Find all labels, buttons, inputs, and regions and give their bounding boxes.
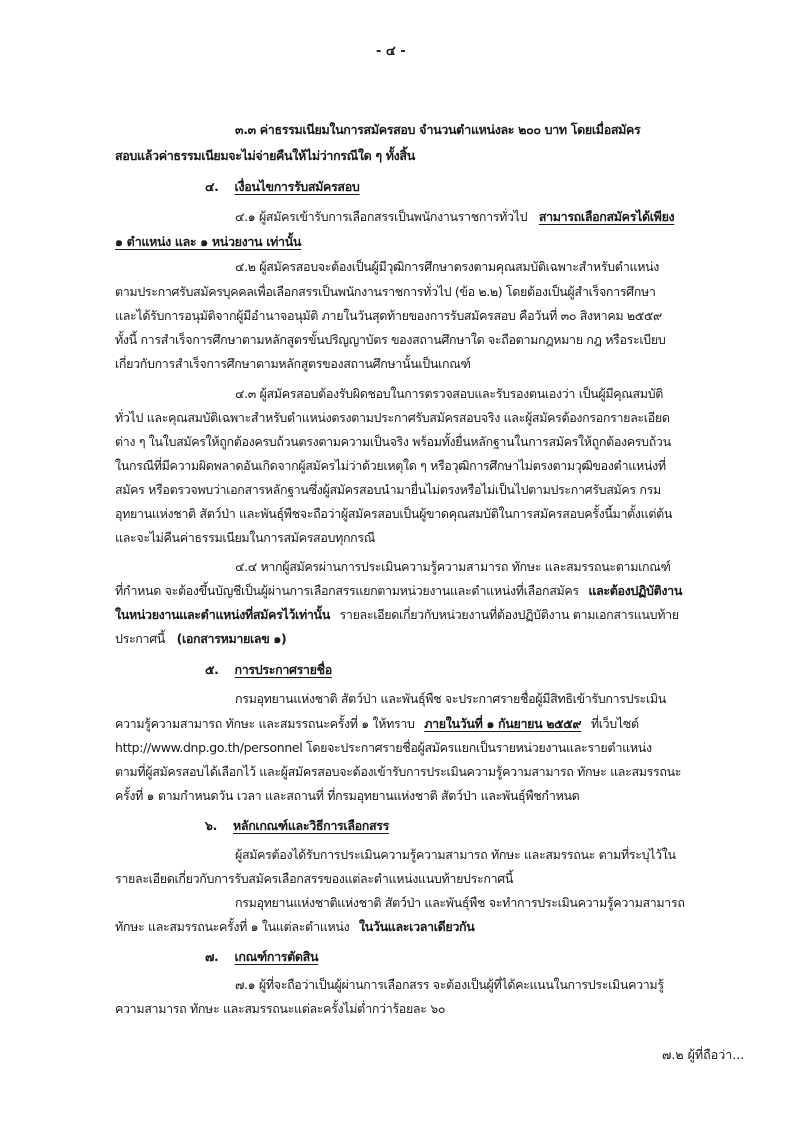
p42-line-1: ๔.๒ ผู้สมัครสอบจะต้องเป็นผู้มีวุฒิการศึกษาตรงตามคุณสมบัติเฉพาะสำหรับตำแหน่ง <box>235 259 660 274</box>
section-6-heading <box>205 816 389 836</box>
section-6-number: ๖. <box>205 818 217 833</box>
p42-line-3: และได้รับการอนุมัติจากผู้มีอำนาจอนุมัติ ภายในวันสุดท้ายของการรับสมัครสอบ คือวันที่ ๓๐ สิงหาคม ๒๕๕๙ <box>115 308 662 323</box>
continuation-note: ๗.๒ ผู้ที่ถือว่า... <box>662 1047 745 1062</box>
s5-line-3: http://www.dnp.go.th/personnel โดยจะประกาศรายชื่อผู้สมัครแยกเป็นรายหน่วยงานและรายตำแหน่ง <box>115 740 652 755</box>
p43-line-7: และจะไม่คืนค่าธรรมเนียมในการสมัครสอบทุกกรณี <box>115 530 376 545</box>
p43-line-3: ต่าง ๆ ในใบสมัครให้ถูกต้องครบถ้วนตรงตามความเป็นจริง พร้อมทั้งยื่นหลักฐานในการสมัครให้ถูกต้องครบถ้วน <box>115 434 671 449</box>
p42-line-4: ทั้งนี้ การสำเร็จการศึกษาตามหลักสูตรขั้นปริญญาบัตร ของสถานศึกษาใด จะถือตามกฎหมาย กฎ หรือระเบียบ <box>115 332 666 347</box>
p41-plain: ๔.๑ ผู้สมัครเข้ารับการเลือกสรรเป็นพนักงานราชการทั่วไป <box>235 209 528 224</box>
section-4-number: ๔. <box>205 179 219 194</box>
s6-line-2: รายละเอียดเกี่ยวกับการรับสมัครเลือกสรรของแต่ละตำแหน่งแนบท้ายประกาศนี้ <box>115 871 514 886</box>
p44-line-2-bold: และต้องปฏิบัติงาน <box>588 583 683 598</box>
s5-line-2-plain: ความรู้ความสามารถ ทักษะ และสมรรถนะครั้งที่ ๑ ให้ทราบ <box>115 716 415 731</box>
s5-line-4: ตามที่ผู้สมัครสอบได้เลือกไว้ และผู้สมัครสอบจะต้องเข้ารับการประเมินความรู้ความสามารถ ทักษะ และสมรรถนะ <box>115 764 682 779</box>
p44-line-3 <box>115 605 679 625</box>
s5-line-2-tail: ที่เว็บไซต์ <box>590 716 639 731</box>
s6-line-4 <box>115 917 474 937</box>
p44-line-2-plain: ที่กำหนด จะต้องขึ้นบัญชีเป็นผู้ผ่านการเลือกสรรแยกตามหน่วยงานและตำแหน่งที่เลือกสมัคร <box>115 583 579 598</box>
p44-line-4-plain: ประกาศนี้ <box>115 631 165 646</box>
p43-line-6: อุทยานแห่งชาติ สัตว์ป่า และพันธุ์พืชจะถือว่าผู้สมัครสอบเป็นผู้ขาดคุณสมบัติในการสมัครสอบครั้งนี้มาตั้งแต่ต้น <box>115 506 673 521</box>
s5-line-2 <box>115 714 639 734</box>
s6-line-1: ผู้สมัครต้องได้รับการประเมินความรู้ความสามารถ ทักษะ และสมรรถนะ ตามที่ระบุไว้ใน <box>235 847 676 862</box>
p44-document-ref: (เอกสารหมายเลข ๑) <box>176 631 287 646</box>
s5-line-1: กรมอุทยานแห่งชาติ สัตว์ป่า และพันธุ์พืช จะประกาศรายชื่อผู้มีสิทธิเข้ารับการประเมิน <box>235 691 666 706</box>
section-6-title: หลักเกณฑ์และวิธีการเลือกสรร <box>233 818 390 833</box>
fee-line-2: สอบแล้วค่าธรรมเนียมจะไม่จ่ายคืนให้ไม่ว่ากรณีใด ๆ ทั้งสิ้น <box>115 148 415 163</box>
p44-line-4 <box>115 629 286 649</box>
p43-line-1: ๔.๓ ผู้สมัครสอบต้องรับผิดชอบในการตรวจสอบและรับรองตนเองว่า เป็นผู้มีคุณสมบัติ <box>235 386 664 401</box>
section-5-number: ๕. <box>205 662 219 677</box>
p44-line-3-bold: ในหน่วยงานและตำแหน่งที่สมัครไว้เท่านั้น <box>115 607 330 622</box>
section-7-heading <box>205 947 318 967</box>
p41-line-1 <box>235 207 674 227</box>
p41-line-2: ๑ ตำแหน่ง และ ๑ หน่วยงาน เท่านั้น <box>115 234 302 249</box>
section-5-heading <box>205 660 332 680</box>
p43-line-2: ทั่วไป และคุณสมบัติเฉพาะสำหรับตำแหน่งตรงตามประกาศรับสมัครสอบจริง และผู้สมัครต้องกรอกรายละเอียด <box>115 410 670 425</box>
s5-announce-date: ภายในวันที่ ๑ กันยายน ๒๕๕๙ <box>424 716 582 731</box>
p44-line-2 <box>115 581 682 601</box>
s7-line-2: ความสามารถ ทักษะ และสมรรถนะแต่ละครั้งไม่ต่ำกว่าร้อยละ ๖๐ <box>115 1001 446 1016</box>
s6-line-3: กรมอุทยานแห่งชาติแห่งชาติ สัตว์ป่า และพันธุ์พืช จะทำการประเมินความรู้ความสามารถ <box>235 895 685 910</box>
s7-line-1: ๗.๑ ผู้ที่จะถือว่าเป็นผู้ผ่านการเลือกสรร จะต้องเป็นผู้ที่ได้คะแนนในการประเมินความรู้ <box>235 977 664 992</box>
section-4-heading <box>205 177 359 197</box>
p41-emphasis: สามารถเลือกสมัครได้เพียง <box>538 209 675 224</box>
p44-line-3-plain: รายละเอียดเกี่ยวกับหน่วยงานที่ต้องปฏิบัติงาน ตามเอกสารแนบท้าย <box>339 607 679 622</box>
s6-line-4-plain: ทักษะ และสมรรถนะครั้งที่ ๑ ในแต่ละตำแหน่ง <box>115 919 350 934</box>
p43-line-4: ในกรณีที่มีความผิดพลาดอันเกิดจากผู้สมัครไม่ว่าด้วยเหตุใด ๆ หรือวุฒิการศึกษาไม่ตรงตามวุฒิของตำแหน่งที่ <box>115 458 666 473</box>
p42-line-5: เกี่ยวกับการสำเร็จการศึกษาตามหลักสูตรของสถานศึกษานั้นเป็นเกณฑ์ <box>115 356 471 371</box>
p42-line-2: ตามประกาศรับสมัครบุคคลเพื่อเลือกสรรเป็นพนักงานราชการทั่วไป (ข้อ ๒.๒) โดยต้องเป็นผู้สำเร็จการศึกษา <box>115 284 656 299</box>
page-number: - ๔ - <box>376 44 406 59</box>
s6-line-4-bold: ในวันและเวลาเดียวกัน <box>358 919 475 934</box>
section-4-title: เงื่อนไขการรับสมัครสอบ <box>234 179 360 194</box>
section-7-number: ๗. <box>205 949 219 964</box>
section-7-title: เกณฑ์การตัดสิน <box>234 949 319 964</box>
section-5-title: การประกาศรายชื่อ <box>234 662 332 677</box>
p43-line-5: สมัคร หรือตรวจพบว่าเอกสารหลักฐานซึ่งผู้สมัครสอบนำมายื่นไม่ตรงหรือไม่เป็นไปตามประกาศรับสมัคร กรม <box>115 482 661 497</box>
fee-line-1: ๓.๓ ค่าธรรมเนียมในการสมัครสอบ จำนวนตำแหน่งละ ๒๐๐ บาท โดยเมื่อสมัคร <box>235 122 641 137</box>
p44-line-1: ๔.๔ หากผู้สมัครผ่านการประเมินความรู้ความสามารถ ทักษะ และสมรรถนะตามเกณฑ์ <box>235 559 671 574</box>
s5-line-5: ครั้งที่ ๑ ตามกำหนดวัน เวลา และสถานที่ ที่กรมอุทยานแห่งชาติ สัตว์ป่า และพันธุ์พืชกำหนด <box>115 788 580 803</box>
